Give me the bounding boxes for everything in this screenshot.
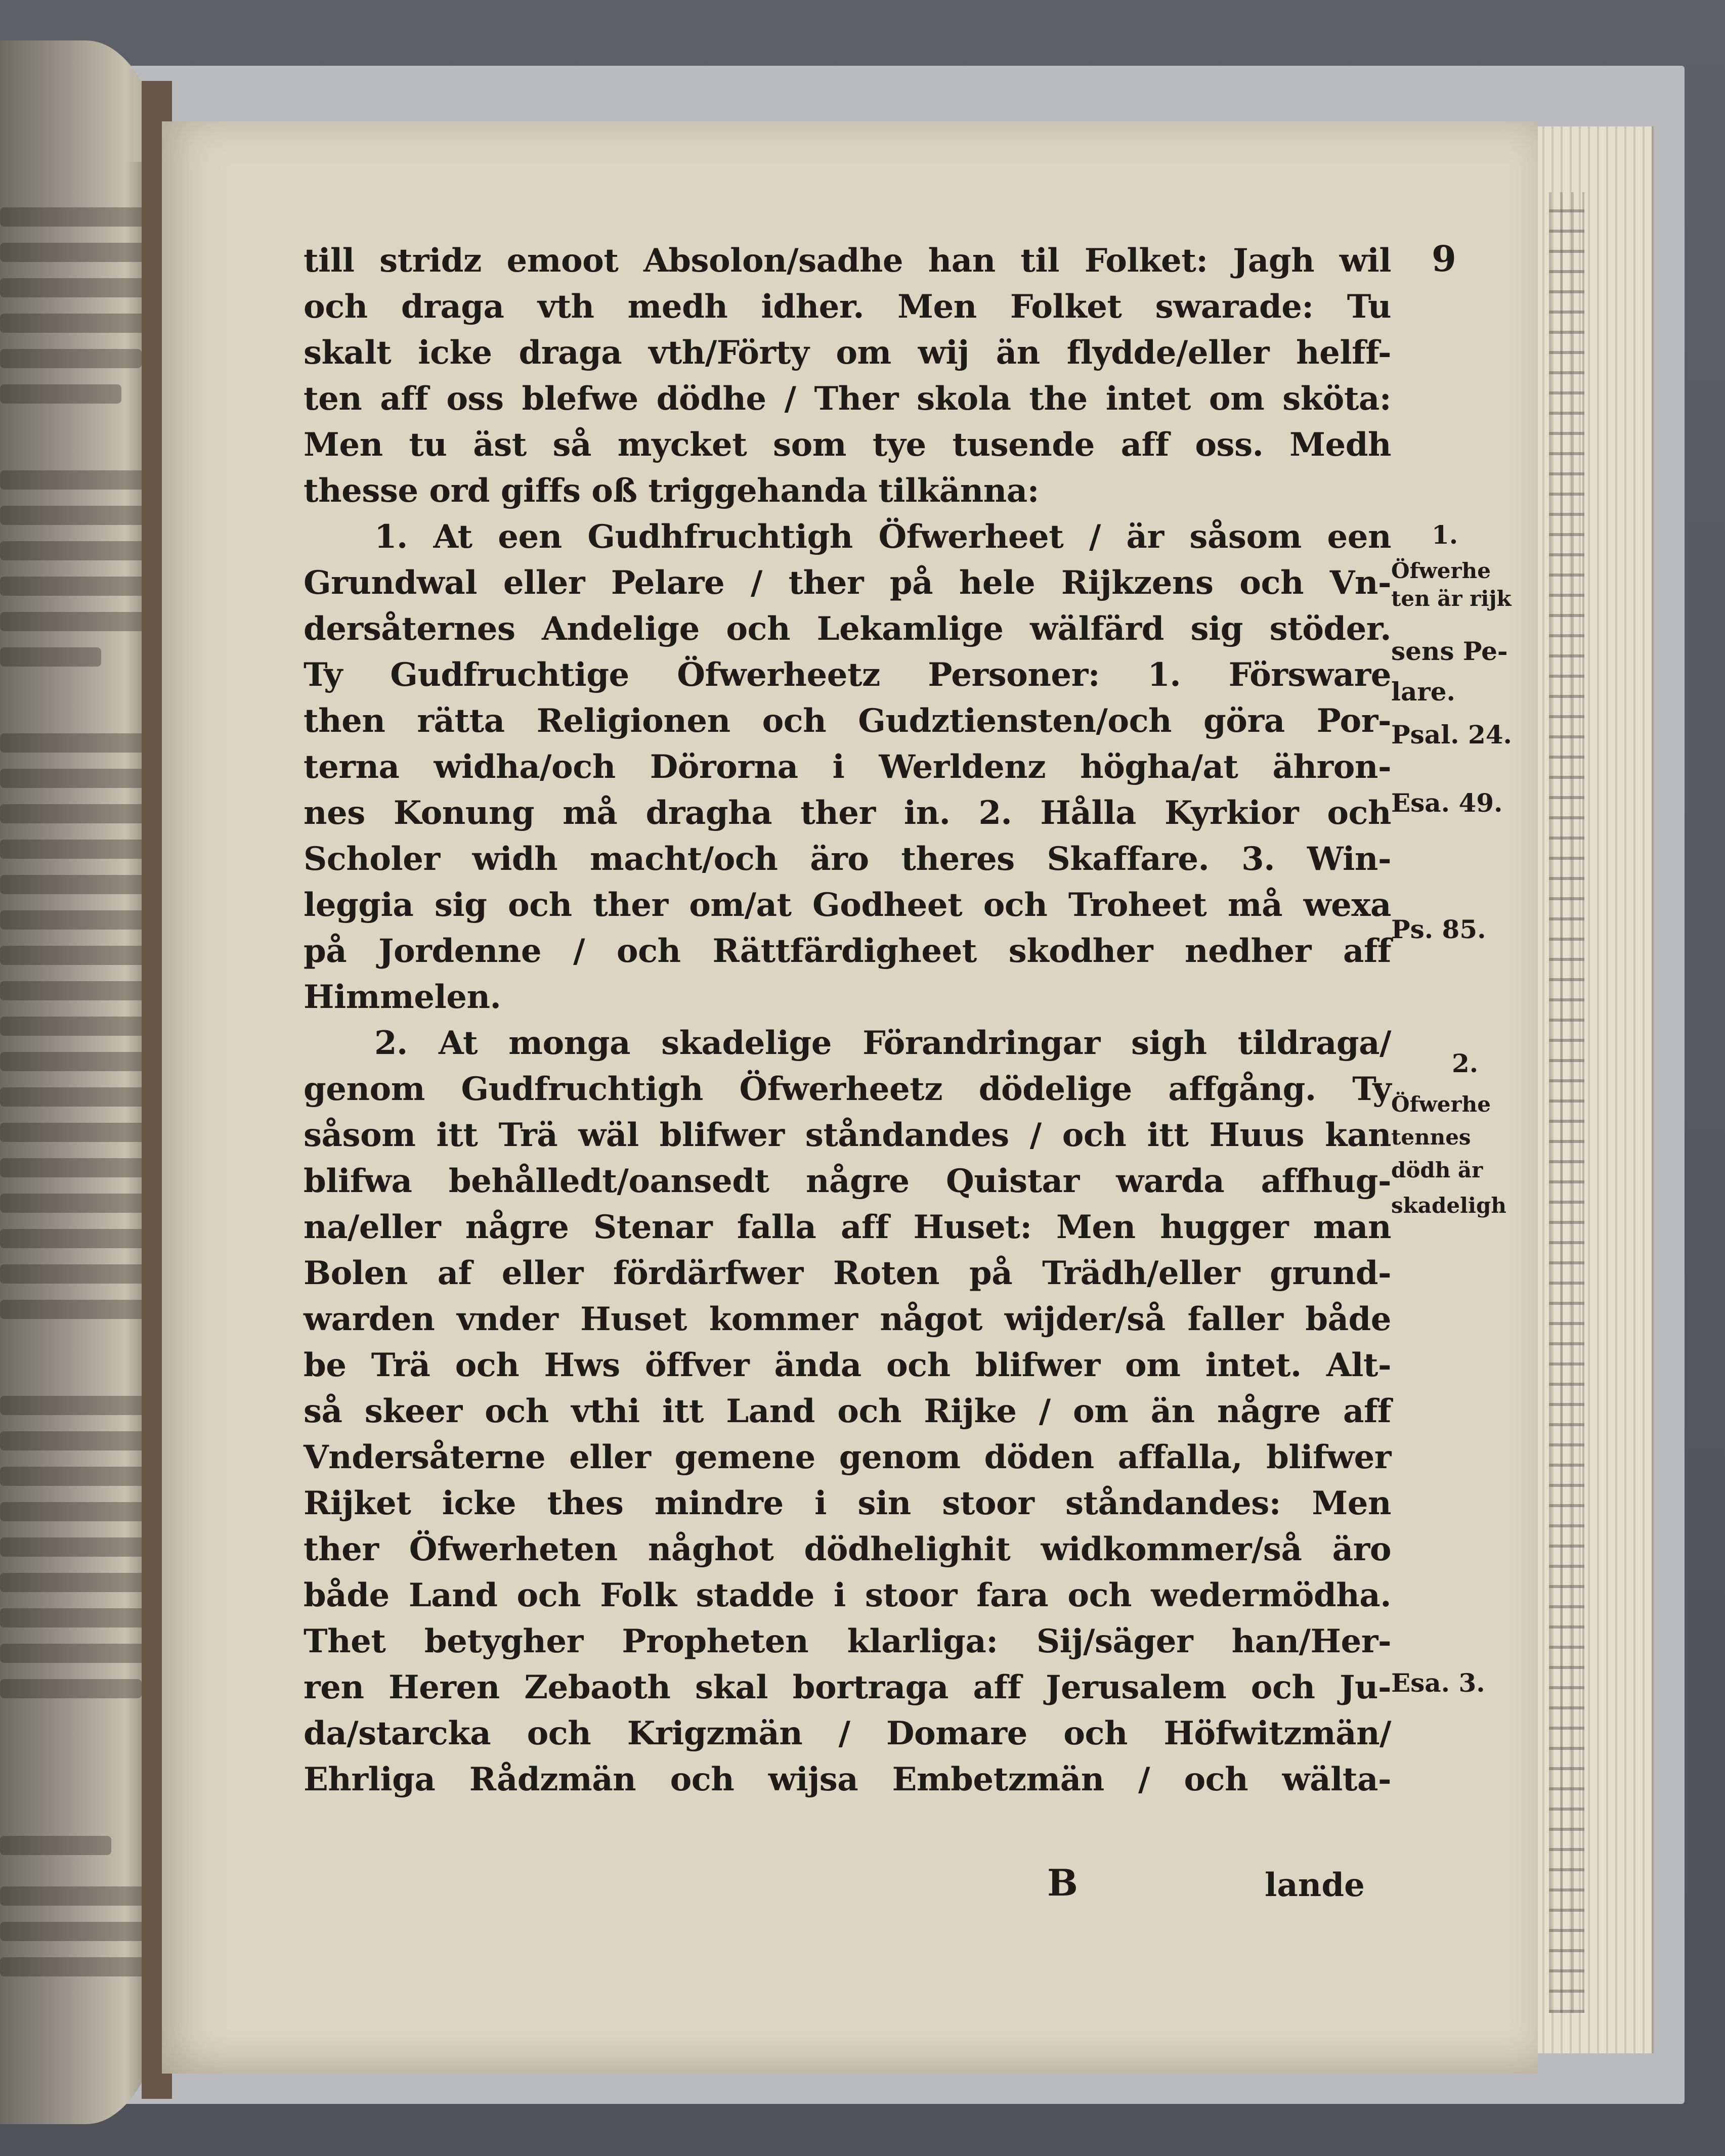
text-line: then rätta Religionen och Gudztiensten/och göra Por- xyxy=(304,702,1391,740)
text-line: såsom itt Trä wäl blifwer ståndandes / och itt Huus kan xyxy=(304,1116,1391,1154)
text-line: ther Öfwerheten någhot dödhelighit widkommer/så äro xyxy=(304,1530,1391,1568)
margin-note: 2. xyxy=(1452,1048,1479,1078)
text-line: leggia sig och ther om/at Godheet och Troheet må wexa xyxy=(304,886,1391,924)
text-line: nes Konung må dragha ther in. 2. Hålla Kyrkior och xyxy=(304,794,1391,832)
margin-note: Psal. 24. xyxy=(1391,720,1512,750)
text-line: och draga vth medh idher. Men Folket swarade: Tu xyxy=(304,288,1391,326)
main-text-block xyxy=(304,238,1391,1802)
signature-mark: B xyxy=(1047,1861,1078,1904)
text-line: dersåternes Andelige och Lekamlige wälfärd sig stöder. xyxy=(304,610,1391,648)
margin-note: lare. xyxy=(1391,677,1455,707)
text-line: thesse ord giffs oß triggehanda tilkänna: xyxy=(304,472,1039,510)
text-line: på Jordenne / och Rättfärdigheet skodher nedher aff xyxy=(304,932,1391,970)
text-line: Scholer widh macht/och äro theres Skaffare. 3. Win- xyxy=(304,840,1391,878)
margin-note: dödh är xyxy=(1391,1158,1483,1182)
text-line: na/eller någre Stenar falla aff Huset: Men hugger man xyxy=(304,1208,1391,1246)
text-line: be Trä och Hws öffver ända och blifwer om intet. Alt- xyxy=(304,1346,1391,1384)
catchword: lande xyxy=(1265,1866,1365,1904)
text-line: da/starcka och Krigzmän / Domare och Höfwitzmän/ xyxy=(304,1714,1391,1752)
text-line: Men tu äst så mycket som tye tusende aff oss. Medh xyxy=(304,426,1391,464)
margin-note: 1. xyxy=(1432,520,1458,550)
text-line: 2. At monga skadelige Förandringar sigh tildraga/ xyxy=(374,1024,1391,1062)
text-line: till stridz emoot Absolon/sadhe han til Folket: Jagh wil xyxy=(304,242,1391,280)
text-line: Rijket icke thes mindre i sin stoor ståndandes: Men xyxy=(304,1484,1391,1522)
margin-note: ten är rijk xyxy=(1391,586,1512,611)
text-line: ren Heren Zebaoth skal bortraga aff Jerusalem och Ju- xyxy=(304,1668,1391,1706)
margin-note: Öfwerhe xyxy=(1391,1092,1491,1117)
text-line: Vndersåterne eller gemene genom döden affalla, blifwer xyxy=(304,1438,1391,1476)
page-number: 9 xyxy=(1432,238,1456,280)
margin-note: Esa. 49. xyxy=(1391,788,1503,818)
margin-note: Ps. 85. xyxy=(1391,914,1486,944)
text-line: Ty Gudfruchtige Öfwerheetz Personer: 1. Försware xyxy=(304,656,1391,694)
text-line: skalt icke draga vth/Förty om wij än flydde/eller helff- xyxy=(304,334,1391,372)
margin-note: tennes xyxy=(1391,1125,1471,1150)
text-line: både Land och Folk stadde i stoor fara och wedermödha. xyxy=(304,1576,1391,1614)
margin-note: Esa. 3. xyxy=(1391,1668,1485,1698)
text-line: Ehrliga Rådzmän och wijsa Embetzmän / och wältа- xyxy=(304,1761,1391,1798)
text-line: ten aff oss blefwe dödhe / Ther skola the intet om sköta: xyxy=(304,380,1391,418)
text-line: 1. At een Gudhfruchtigh Öfwerheet / är såsom een xyxy=(374,518,1391,556)
text-line: Himmelen. xyxy=(304,978,501,1016)
text-line: Thet betygher Propheten klarliga: Sij/säger han/Her- xyxy=(304,1622,1391,1660)
text-line: så skeer och vthi itt Land och Rijke / om än någre aff xyxy=(304,1392,1391,1430)
text-line: genom Gudfruchtigh Öfwerheetz dödelige affgång. Ty xyxy=(304,1070,1391,1108)
text-line: Grundwal eller Pelare / ther på hele Rijkzens och Vn- xyxy=(304,564,1391,602)
margin-note: skadeligh xyxy=(1391,1193,1506,1218)
margin-note: Öfwerhe xyxy=(1391,558,1491,583)
text-line: Bolen af eller fördärfwer Roten på Trädh/eller grund- xyxy=(304,1254,1391,1292)
text-line: warden vnder Huset kommer något wijder/så faller både xyxy=(304,1300,1391,1338)
margin-note: sens Pe- xyxy=(1391,636,1508,666)
fore-edge-ornament xyxy=(1549,192,1584,2013)
text-line: terna widha/och Dörorna i Werldenz högha/at ähron- xyxy=(304,748,1391,786)
text-line: blifwa behålledt/oansedt någre Quistar warda affhug- xyxy=(304,1162,1391,1200)
